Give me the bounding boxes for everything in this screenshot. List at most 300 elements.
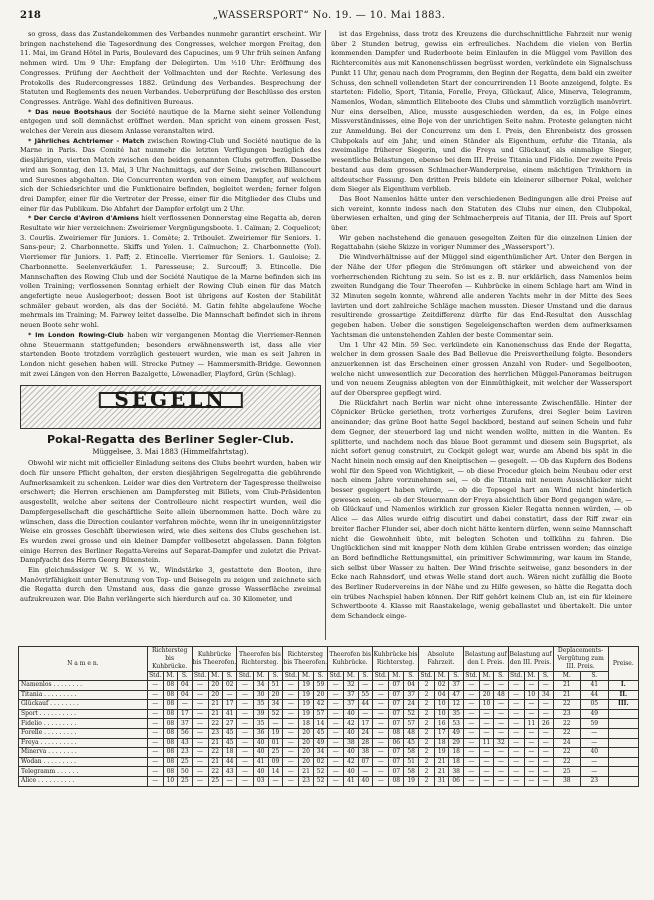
table-cell: —	[463, 748, 479, 758]
table-cell: 51	[404, 757, 419, 767]
boat-name: Minerva . . . . . . . .	[19, 748, 148, 758]
table-row	[19, 719, 639, 729]
journal-title: „WASSERSPORT“ No. 19. — 10. Mai 1883.	[212, 10, 446, 21]
table-cell: —	[192, 719, 208, 729]
table-cell: —	[524, 738, 538, 748]
table-cell: —	[328, 738, 344, 748]
table-cell: 22	[553, 700, 581, 710]
prize-cell	[608, 748, 638, 758]
table-cell: 18	[299, 719, 313, 729]
table-cell: —	[539, 757, 553, 767]
table-cell: 08	[163, 719, 177, 729]
table-cell: 14	[313, 719, 327, 729]
table-cell: —	[479, 719, 493, 729]
table-cell: —	[463, 757, 479, 767]
table-cell: —	[494, 728, 508, 738]
unit-header: Std.	[329, 672, 342, 679]
boat-name: Sport . . . . . . . . . .	[19, 709, 148, 719]
table-cell: 49	[581, 709, 609, 719]
paragraph-lead: * Der Cercle d'Aviron d'Amiens	[28, 214, 139, 223]
table-cell: 21	[208, 757, 222, 767]
table-cell: 43	[178, 738, 192, 748]
table-cell: 04	[178, 681, 192, 691]
table-cell: 08	[163, 700, 177, 710]
table-cell: 24	[404, 700, 419, 710]
table-cell: 19	[299, 700, 313, 710]
paragraph: Die Rückfahrt nach Berlin war nicht ohne interessante Zwischenfälle. Hinter der Cöpnicker Brücke geriethen, trotz vorheriges Zurufens, drei Segler beim Laviren aneinander; das grüne Boot hatte Segel backbord, bestand auf seinen Schein und fuhr dem Gegner, der steuerbord lag und nicht wenden wollte, mitten in die Wanten. Es splitterte, und nachdem noch das blaue Boot gerammt und diesem sein Bugspriet, als nicht sofort genug construirt, zu Cockpit gelegt war, wurde am Abend bis spät in die Nacht hinein noch emsig auf den Kneiptischen — gesegelt. — Ob das Kupfern des Bodens wohl für den Speed von Wichtigkeit, — ob diese Procedur gleich beim Neubau oder erst nach einem Jahre vorzunehmen sei, — ob die Titania mit neuem Ausschläcker nicht besser gegeigert haben würde, — ob die Topsegel hart am Wind nicht hinderlich gewesen seien, — ob der Steuermann der Freya absichtlich über Bord gegangen wäre, — ob Glückauf und Namenlos wirklich zur grossen Kieler Regatta nennen würden, — ob Alice — das Alles wurde eifrig discutirt und dabei constatirt, dass der Riff zwar ein breiter flacher Flunder sei, aber doch nicht hätte kentern dürfen, wenn seine Mannschaft nicht die Gewohnheit übte, mit belegten Schoten und tollkühn zu fahren. Die Unglücklichen sind mit knapper Noth dem kühlen Grabe entrissen worden; das einzige an Bord befindliche Rettungsmittel, ein primitiver Schwimmring, war kaum im Stande, sich selbst über Wasser zu halten. Der Wind frischte seitweise, ganz besonders in der Ecke nach Rahnsdorf, und etwas Welle stand dort auch. Wären nicht zufällig die Boote des Berliner Rudervereins in der Nähe und zu Hilfe gewesen, so hätte die Regatta doch ein trübes Nachspiel haben können. Der Riff gehört keinem Club an, ist ein für kleinere Schwertboote 4. Klasse mit Raastakelage, wenig geballastet und übertakelt. Die unter dem Schandeck einge-	[331, 398, 632, 621]
table-cell: 42	[344, 719, 358, 729]
table-cell: 25	[553, 767, 581, 777]
boat-name: Alice . . . . . . . . . .	[19, 776, 148, 786]
table-cell: 08	[163, 748, 177, 758]
table-cell: 18	[222, 748, 236, 758]
table-cell: 38	[344, 738, 358, 748]
paragraph-text: haben wir vergangenen Montag die Vierriemer-Rennen ohne Steuermann stattgefunden; besonders erwähnenswerth ist, dass alle vier startenden Boote trotzdem vorzüglich gesteuert wurden, wie man es seit Jahren in London nicht gesehen haben will. Strecke Putney — Hammersmith-Bridge. Gewonnen mit zwei Längen von den Herren Bazalgette, Löwenadler, Playford, Grün (Schlag).	[20, 330, 321, 378]
table-cell: 45	[404, 738, 419, 748]
table-cell: —	[192, 681, 208, 691]
table-cell: —	[147, 738, 163, 748]
unit-header: S.	[268, 672, 283, 681]
table-cell: —	[508, 681, 524, 691]
table-cell: 02	[313, 757, 327, 767]
header-segment: Richtersteg bis Kuhbrücke.	[147, 647, 192, 672]
table-cell: 25	[178, 757, 192, 767]
table-cell: —	[479, 681, 493, 691]
header-segment: Richtersteg bis Theerofen.	[283, 647, 328, 672]
unit-header: Std.	[373, 672, 389, 681]
table-cell: 20	[299, 738, 313, 748]
table-cell: 22	[553, 757, 581, 767]
table-cell: —	[524, 767, 538, 777]
table-cell: —	[494, 709, 508, 719]
table-cell: 07	[358, 757, 372, 767]
table-cell: —	[539, 709, 553, 719]
table-cell: 52	[313, 767, 327, 777]
table-row	[19, 681, 639, 691]
table-cell: 21	[553, 690, 581, 700]
table-cell: 10	[524, 690, 538, 700]
paragraph-lead: * Das neue Bootshaus	[28, 107, 112, 116]
table-cell: 40	[358, 776, 372, 786]
table-cell: 2	[419, 700, 435, 710]
table-cell: —	[524, 700, 538, 710]
unit-header: M.	[479, 672, 493, 681]
unit-header: S.	[539, 672, 553, 681]
prize-cell	[608, 757, 638, 767]
table-cell: —	[328, 748, 344, 758]
table-cell: —	[581, 728, 609, 738]
table-cell: —	[178, 700, 192, 710]
table-row	[19, 767, 639, 777]
table-cell: 20	[208, 690, 222, 700]
table-cell: 08	[163, 681, 177, 691]
table-cell: 48	[494, 690, 508, 700]
table-cell: 34	[313, 748, 327, 758]
boat-name: Freya . . . . . . . . . .	[19, 738, 148, 748]
table-cell: —	[237, 738, 253, 748]
paragraph-text: der Société nautique de la Marne sieht seiner Vollendung entgegen und soll demnächst eröffnet werden. Man spricht von einem grossen Fest, welches der Verein aus diesem Anlasse veranstalten wird.	[20, 107, 321, 136]
left-column	[20, 30, 321, 658]
table-cell: 29	[449, 738, 463, 748]
table-cell: 45	[222, 738, 236, 748]
table-cell: 10	[163, 776, 177, 786]
table-cell: 07	[389, 681, 404, 691]
boat-name: Fidelio . . . . . . . . .	[19, 719, 148, 729]
article-subheading: Müggelsee, 3. Mai 1883 (Himmelfahrtstag).	[92, 448, 249, 457]
column-divider	[325, 30, 326, 640]
table-cell: 40	[344, 767, 358, 777]
table-cell: 52	[313, 776, 327, 786]
table-cell: —	[494, 719, 508, 729]
table-cell: 17	[358, 719, 372, 729]
table-cell: 02	[222, 681, 236, 691]
table-cell: —	[147, 690, 163, 700]
table-cell: —	[539, 738, 553, 748]
prize-cell: I.	[608, 681, 638, 691]
table-cell: —	[524, 748, 538, 758]
paragraph: Wir geben nachstehend die genauen gesegelten Zeiten für die einzelnen Linien der Regattabahn (siehe Skizze in voriger Nummer des „Wassersport“).	[331, 233, 632, 252]
table-cell: 32	[344, 681, 358, 691]
header-belastung-1: Belastung auf den I. Preis.	[463, 647, 508, 672]
section-banner-title: SEGELN	[98, 392, 242, 408]
table-cell: 08	[163, 728, 177, 738]
table-cell: —	[463, 709, 479, 719]
table-cell: —	[237, 700, 253, 710]
table-cell: 04	[178, 690, 192, 700]
table-cell: 23	[581, 776, 609, 786]
header-preise: Preise.	[608, 647, 638, 681]
table-cell: 12	[449, 700, 463, 710]
table-cell: —	[237, 757, 253, 767]
table-cell: 04	[435, 690, 449, 700]
table-cell: 08	[163, 690, 177, 700]
table-cell: 58	[404, 767, 419, 777]
table-cell: 20	[208, 681, 222, 691]
table-cell: —	[192, 748, 208, 758]
table-cell: —	[192, 728, 208, 738]
table-cell: 20	[313, 690, 327, 700]
table-cell: 44	[222, 757, 236, 767]
table-cell: 44	[358, 700, 372, 710]
table-cell: 57	[404, 719, 419, 729]
table-row	[19, 748, 639, 758]
table-cell: 26	[539, 719, 553, 729]
results-table	[18, 646, 639, 787]
prize-cell: III.	[608, 700, 638, 710]
table-cell: —	[283, 757, 299, 767]
article-heading: Pokal-Regatta des Berliner Segler-Club.	[47, 433, 294, 447]
table-cell: 50	[178, 767, 192, 777]
table-cell: —	[479, 767, 493, 777]
table-cell: 57	[313, 709, 327, 719]
table-cell: —	[283, 690, 299, 700]
paragraph	[20, 137, 321, 215]
unit-header: M.	[524, 672, 538, 681]
unit-header: M.	[299, 672, 313, 681]
table-cell: 07	[389, 690, 404, 700]
table-cell: —	[494, 776, 508, 786]
table-cell: —	[237, 776, 253, 786]
table-cell: 2	[419, 690, 435, 700]
table-cell: 41	[344, 776, 358, 786]
table-cell: 38	[358, 748, 372, 758]
table-cell: 18	[449, 748, 463, 758]
table-cell: 31	[435, 776, 449, 786]
table-cell: 59	[313, 681, 327, 691]
table-cell: —	[283, 738, 299, 748]
table-cell: 42	[313, 700, 327, 710]
table-cell: —	[328, 690, 344, 700]
table-cell: —	[328, 757, 344, 767]
table-cell: 11	[524, 719, 538, 729]
table-cell: 37	[449, 681, 463, 691]
prize-cell	[608, 728, 638, 738]
table-cell: 21	[208, 709, 222, 719]
unit-header: Std.	[420, 672, 433, 679]
table-cell: 22	[208, 719, 222, 729]
table-cell: 59	[581, 719, 609, 729]
table-cell: —	[524, 776, 538, 786]
table-cell: 21	[435, 767, 449, 777]
table-cell: —	[373, 757, 389, 767]
table-cell: 22	[553, 719, 581, 729]
table-cell: 2	[419, 748, 435, 758]
table-cell: —	[539, 748, 553, 758]
table-row	[19, 776, 639, 786]
table-cell: 21	[208, 738, 222, 748]
table-cell: 07	[389, 709, 404, 719]
table-cell: 20	[299, 748, 313, 758]
table-cell: 39	[253, 709, 268, 719]
table-cell: —	[373, 700, 389, 710]
table-cell: 10	[435, 709, 449, 719]
boat-name: Telegramm . . . . . .	[19, 767, 148, 777]
table-cell: —	[508, 748, 524, 758]
paragraph: Um 1 Uhr 42 Min. 59 Sec. verkündete ein Kanonenschuss das Ende der Regatta, welcher in dem grossen Saale des Bad Bellevue die Preisvertheilung folgte. Besonders anzuerkennen ist das Erscheinen einer grossen Anzahl von Ruder- und Segelbooten, welche nicht unwesentlich zur Decoration des herrlichen Müggel-Panoramas beitrugen und von neuem Zeugniss ablegten von der Einmüthigkeit, mit welcher der Wassersport auf der Oberspree gepflegt wird.	[331, 340, 632, 398]
table-cell: —	[328, 681, 344, 691]
table-cell: 48	[404, 728, 419, 738]
unit-header: M.	[163, 672, 177, 681]
paragraph-lead: * Im London Rowing-Club	[28, 330, 124, 339]
table-cell: 51	[268, 681, 283, 691]
table-cell: 08	[163, 757, 177, 767]
unit-header: S.	[494, 672, 508, 681]
table-cell: —	[539, 700, 553, 710]
table-cell: 08	[163, 738, 177, 748]
table-cell: 2	[419, 767, 435, 777]
paragraph: Das Boot Namenlos hätte unter den verschiedenen Bedingungen alle drei Preise auf sich vereint, konnte indess nach den Statuten des Clubs nur einen, den Clubpokal, überwiesen erhalten, und ging der Schlmacherpreis auf Titania, der III. Preis auf Sport über.	[331, 194, 632, 233]
paragraph	[20, 108, 321, 137]
table-cell: —	[328, 776, 344, 786]
table-cell: 08	[163, 709, 177, 719]
table-cell: 19	[404, 776, 419, 786]
table-cell: —	[508, 767, 524, 777]
table-cell: 24	[358, 728, 372, 738]
prize-cell	[608, 709, 638, 719]
table-cell: —	[494, 700, 508, 710]
table-cell: 2	[419, 738, 435, 748]
table-cell: 05	[581, 700, 609, 710]
table-cell: 17	[222, 700, 236, 710]
table-cell: —	[192, 700, 208, 710]
table-cell: —	[192, 757, 208, 767]
table-cell: 20	[299, 757, 313, 767]
table-cell: 2	[419, 776, 435, 786]
table-cell: —	[508, 700, 524, 710]
table-cell: 19	[299, 681, 313, 691]
boat-name: Forelle . . . . . . . . .	[19, 728, 148, 738]
table-cell: 23	[178, 748, 192, 758]
header-segment: Theerofen bis Richtersteg.	[237, 647, 283, 672]
table-cell: 45	[222, 728, 236, 738]
table-cell: 41	[253, 757, 268, 767]
table-cell: 40	[253, 767, 268, 777]
table-cell: —	[237, 709, 253, 719]
table-cell: 06	[389, 738, 404, 748]
table-cell: 21	[435, 757, 449, 767]
table-cell: 56	[178, 728, 192, 738]
unit-header: M.	[253, 672, 268, 681]
table-cell: —	[237, 719, 253, 729]
table-cell: —	[463, 738, 479, 748]
table-cell: —	[539, 767, 553, 777]
unit-header: M.	[435, 672, 449, 681]
table-cell: 20	[268, 690, 283, 700]
table-cell: —	[479, 748, 493, 758]
table-cell: —	[581, 767, 609, 777]
table-cell: 41	[581, 681, 609, 691]
table-cell: —	[373, 767, 389, 777]
table-cell: 37	[178, 719, 192, 729]
table-cell: —	[192, 738, 208, 748]
table-cell: 07	[389, 767, 404, 777]
table-cell: —	[463, 728, 479, 738]
table-cell: —	[463, 700, 479, 710]
table-cell: —	[237, 728, 253, 738]
table-cell: —	[283, 776, 299, 786]
unit-header: Std.	[465, 672, 478, 679]
table-cell: —	[494, 748, 508, 758]
table-cell: —	[508, 719, 524, 729]
table-cell: 52	[404, 709, 419, 719]
table-cell: —	[373, 738, 389, 748]
boat-name: Wodan . . . . . . . . .	[19, 757, 148, 767]
paragraph-lead: * Jährliches Achtriemer - Match	[28, 136, 145, 145]
table-cell: 21	[208, 700, 222, 710]
table-cell: —	[147, 681, 163, 691]
table-cell: —	[479, 709, 493, 719]
table-cell: —	[147, 776, 163, 786]
header-segment: Kuhbrücke bis Theerofen.	[192, 647, 237, 672]
table-cell: —	[539, 681, 553, 691]
header-name: N a m e n.	[19, 647, 148, 681]
unit-header: Std.	[284, 672, 298, 679]
table-cell: 11	[479, 738, 493, 748]
table-cell: 49	[313, 738, 327, 748]
table-cell: —	[494, 681, 508, 691]
table-cell: —	[524, 681, 538, 691]
table-cell: —	[283, 767, 299, 777]
unit-header: S.	[178, 672, 192, 681]
table-cell: —	[524, 709, 538, 719]
section-banner	[20, 385, 321, 429]
table-cell: 38	[449, 767, 463, 777]
unit-header: S.	[581, 672, 609, 681]
header-belastung-3: Belastung auf den III. Preis.	[508, 647, 553, 672]
prize-cell	[608, 767, 638, 777]
right-column	[331, 30, 632, 658]
table-cell: 18	[449, 757, 463, 767]
table-cell: —	[539, 728, 553, 738]
table-cell: 21	[299, 767, 313, 777]
table-cell: 45	[313, 728, 327, 738]
table-cell: —	[479, 776, 493, 786]
table-cell: —	[358, 767, 372, 777]
table-cell: 34	[253, 681, 268, 691]
table-cell: —	[283, 681, 299, 691]
table-cell: 37	[404, 690, 419, 700]
table-cell: 20	[299, 728, 313, 738]
table-cell: 06	[449, 776, 463, 786]
table-cell: —	[328, 767, 344, 777]
table-cell: —	[283, 700, 299, 710]
table-cell: 07	[389, 748, 404, 758]
table-cell: 36	[253, 728, 268, 738]
table-cell: —	[494, 767, 508, 777]
table-cell: —	[463, 776, 479, 786]
table-cell: —	[373, 728, 389, 738]
table-cell: 16	[435, 719, 449, 729]
table-cell: 10	[435, 700, 449, 710]
table-cell: —	[479, 757, 493, 767]
table-cell: —	[373, 776, 389, 786]
table-cell: 40	[344, 709, 358, 719]
table-cell: —	[268, 776, 283, 786]
unit-header: S.	[313, 672, 327, 681]
table-cell: 04	[404, 681, 419, 691]
table-cell: 55	[358, 690, 372, 700]
table-cell: —	[192, 767, 208, 777]
table-cell: 43	[222, 767, 236, 777]
table-cell: —	[237, 690, 253, 700]
table-cell: —	[524, 757, 538, 767]
table-cell: 18	[435, 738, 449, 748]
table-cell: —	[539, 776, 553, 786]
paragraph: Die Windverhältnisse auf der Müggel sind eigenthümlicher Art. Unter den Bergen in der Nähe der Ufer pflegen die Strömungen oft stärker und abweichend von der vorherrschenden Richtung zu sein. So ist es z. B. nur erklärlich, dass Namenlos beim zweiten Rundgang die Tour Theerofen — Kuhbrücke in einem Schlage hart am Wind in 32 Minuten segeln konnte, während alle anderen Yachts mehr in der Mitte des Sees lavirten und dort zahlreiche Schläge machen mussten. Dieser Umstand und die daraus resultirende grossartige Zeitdifferenz dürfte für das End-Resultat den Ausschlag gegeben haben. Ueber die sonstigen Segeleigenschaften werden dem aufmerksamen Yachtsman die untenstehenden Zahlen der beste Commentar sein.	[331, 253, 632, 339]
table-cell: —	[581, 738, 609, 748]
table-cell: 07	[389, 700, 404, 710]
table-cell: —	[463, 681, 479, 691]
table-cell: —	[358, 709, 372, 719]
table-header-row	[19, 647, 639, 672]
unit-header: M.	[389, 672, 404, 681]
paragraph: Obwohl wir nicht mit officieller Einladung seitens des Clubs beehrt wurden, haben wir doch für unsere Pflicht gehalten, der ersten diesjährigen Segelregatta die gebührende Aufmerksamkeit zu schenken. Leider war dies den Vertretern der Tagespresse theilweise erschwert; die Herren erschienen am Dampfersteg mit Billets, vom Club-Präsidenten ausgestellt, welche aber seitens der Controlleure nicht respectirt wurden, weil die Dampfergesellschaft die geschäftliche Seite allein übernommen hatte. Doch wäre zu wünschen, dass die Direction coulanter verfahren möchte, wenn ihr in uneigennützigster Weise ein grosses Geschäft überwiesen wird, wie dies seitens des Clubs geschehen ist. Es wurden zwei grosse und ein kleiner Dampfer vollbesetzt abgelassen. Dann folgten einige Herren des Berliner Regatta-Vereins auf Separat-Dampfer und zuletzt die Privat-Dampfyacht des Herrn Georg Büxenstein.	[20, 459, 321, 565]
table-cell: —	[463, 690, 479, 700]
table-cell: 35	[253, 700, 268, 710]
table-cell: —	[192, 709, 208, 719]
unit-header: S.	[449, 672, 463, 681]
table-cell: 40	[344, 748, 358, 758]
table-cell: 53	[449, 719, 463, 729]
header-absolute: Absolute Fahrzeit.	[419, 647, 464, 672]
table-cell: 35	[253, 719, 268, 729]
table-cell: —	[373, 709, 389, 719]
table-cell: —	[237, 748, 253, 758]
table-cell: 20	[479, 690, 493, 700]
boat-name: Namenlos . . . . . . . .	[19, 681, 148, 691]
table-cell: —	[508, 776, 524, 786]
table-row	[19, 738, 639, 748]
